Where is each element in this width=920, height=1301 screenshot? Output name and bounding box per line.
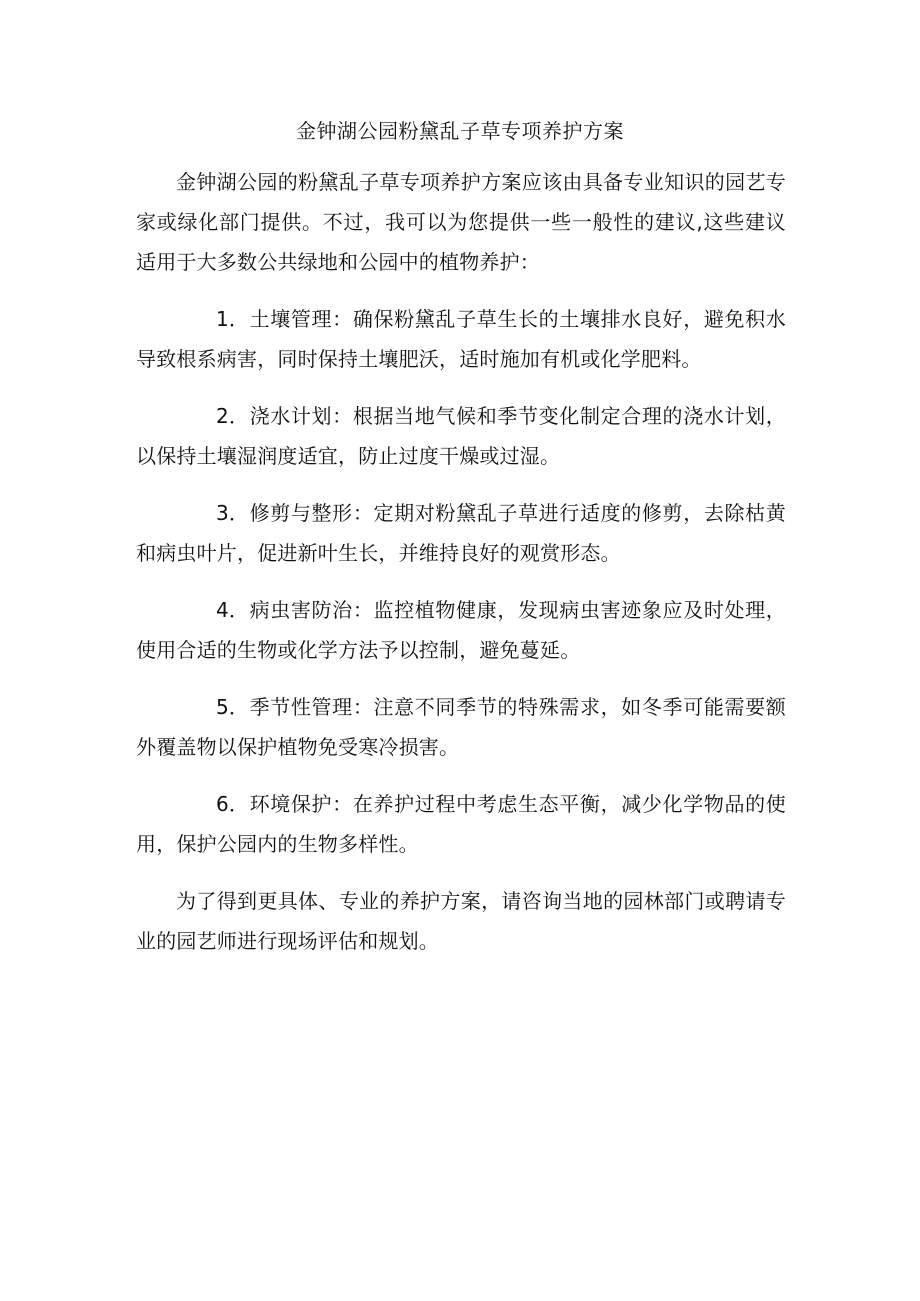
list-item-text: 土壤管理：确保粉黛乱子草生长的土壤排水良好，避免积水导致根系病害，同时保持土壤肥沃，适时施加有机或化学肥料。 [136,307,786,371]
document-title: 金钟湖公园粉黛乱子草专项养护方案 [296,119,624,143]
list-item-number: 1． [216,307,250,331]
list-item [136,299,786,379]
list-item-number: 4． [216,598,250,622]
list-item [136,784,786,864]
closing-paragraph: 为了得到更具体、专业的养护方案，请咨询当地的园林部门或聘请专业的园艺师进行现场评估和规划。 [136,889,786,953]
list-item [136,687,786,767]
list-item [136,493,786,573]
list-item-text: 病虫害防治：监控植物健康，发现病虫害迹象应及时处理，使用合适的生物或化学方法予以控制，避免蔓延。 [136,598,786,662]
list-item-text: 修剪与整形：定期对粉黛乱子草进行适度的修剪，去除枯黄和病虫叶片，促进新叶生长，并维持良好的观赏形态。 [136,501,786,565]
list-item-text: 季节性管理：注意不同季节的特殊需求，如冬季可能需要额外覆盖物以保护植物免受寒冷损害。 [136,695,786,759]
list-item-number: 6． [216,792,250,816]
list-item-text: 环境保护：在养护过程中考虑生态平衡，减少化学物品的使用，保护公园内的生物多样性。 [136,792,786,856]
list-item-number: 5． [216,695,250,719]
list-item [136,590,786,670]
list-item-number: 3． [216,501,250,525]
intro-paragraph: 金钟湖公园的粉黛乱子草专项养护方案应该由具备专业知识的园艺专家或绿化部门提供。不过，我可以为您提供一些一般性的建议,这些建议适用于大多数公共绿地和公园中的植物养护： [136,170,786,274]
document-body [136,162,786,978]
list-item-text: 浇水计划：根据当地气候和季节变化制定合理的浇水计划，以保持土壤湿润度适宜，防止过度干燥或过湿。 [136,404,786,468]
list-item-number: 2． [216,404,250,428]
list-item [136,396,786,476]
